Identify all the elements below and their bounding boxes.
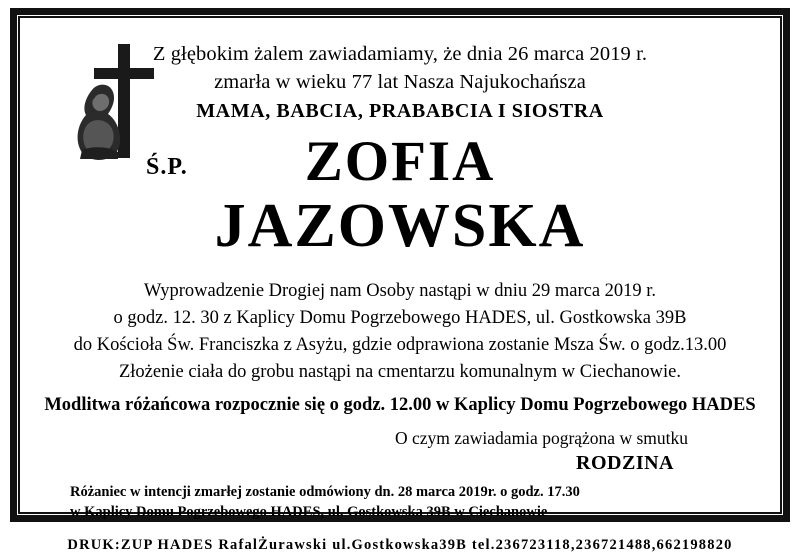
deceased-first-name: ZOFIA: [304, 130, 496, 193]
header-line-1: Z głębokim żalem zawiadamiamy, że dnia 26 marca 2019 r.: [152, 43, 648, 65]
footnote-line: Różaniec w intencji zmarłej zostanie odmówiony dn. 28 marca 2019r. o godz. 17.30: [70, 484, 580, 500]
footnote-line: w Kaplicy Domu Pogrzebowego HADES, ul. Gostkowska 39B w Ciechanowie: [70, 504, 548, 520]
header-line-3: MAMA, BABCIA, PRABABCIA I SIOSTRA: [196, 100, 604, 122]
funeral-details-block: [42, 278, 758, 386]
deceased-last-name: JAZOWSKA: [214, 192, 586, 260]
header-line-2: zmarła w wieku 77 lat Nasza Najukochańsza: [214, 71, 586, 93]
footnote-block: [42, 482, 758, 522]
signature-block: [42, 426, 758, 476]
rosary-prayer-notice: Modlitwa różańcowa rozpocznie się o godz. 12.00 w Kaplicy Domu Pogrzebowego HADES: [44, 395, 756, 415]
signature-family: RODZINA: [576, 452, 674, 474]
detail-line: Złożenie ciała do grobu nastąpi na cmentarzu komunalnym w Ciechanowie.: [118, 362, 681, 382]
notice-content: [24, 22, 776, 520]
sp-abbreviation: Ś.P.: [146, 154, 188, 180]
detail-line: do Kościoła Św. Franciszka z Asyżu, gdzie odprawiona zostanie Msza Św. o godz.13.00: [73, 335, 727, 355]
cross-with-mourner-icon: [58, 38, 188, 180]
detail-line: Wyprowadzenie Drogiej nam Osoby nastąpi w dniu 29 marca 2019 r.: [143, 281, 657, 301]
signature-informs-text: O czym zawiadamia pogrążona w smutku: [394, 428, 688, 448]
printer-credit-line: DRUK:ZUP HADES RafalŻurawski ul.Gostkowska39B tel.236723118,236721488,662198820: [67, 537, 733, 553]
detail-line: o godz. 12. 30 z Kaplicy Domu Pogrzebowego HADES, ul. Gostkowska 39B: [113, 308, 687, 328]
